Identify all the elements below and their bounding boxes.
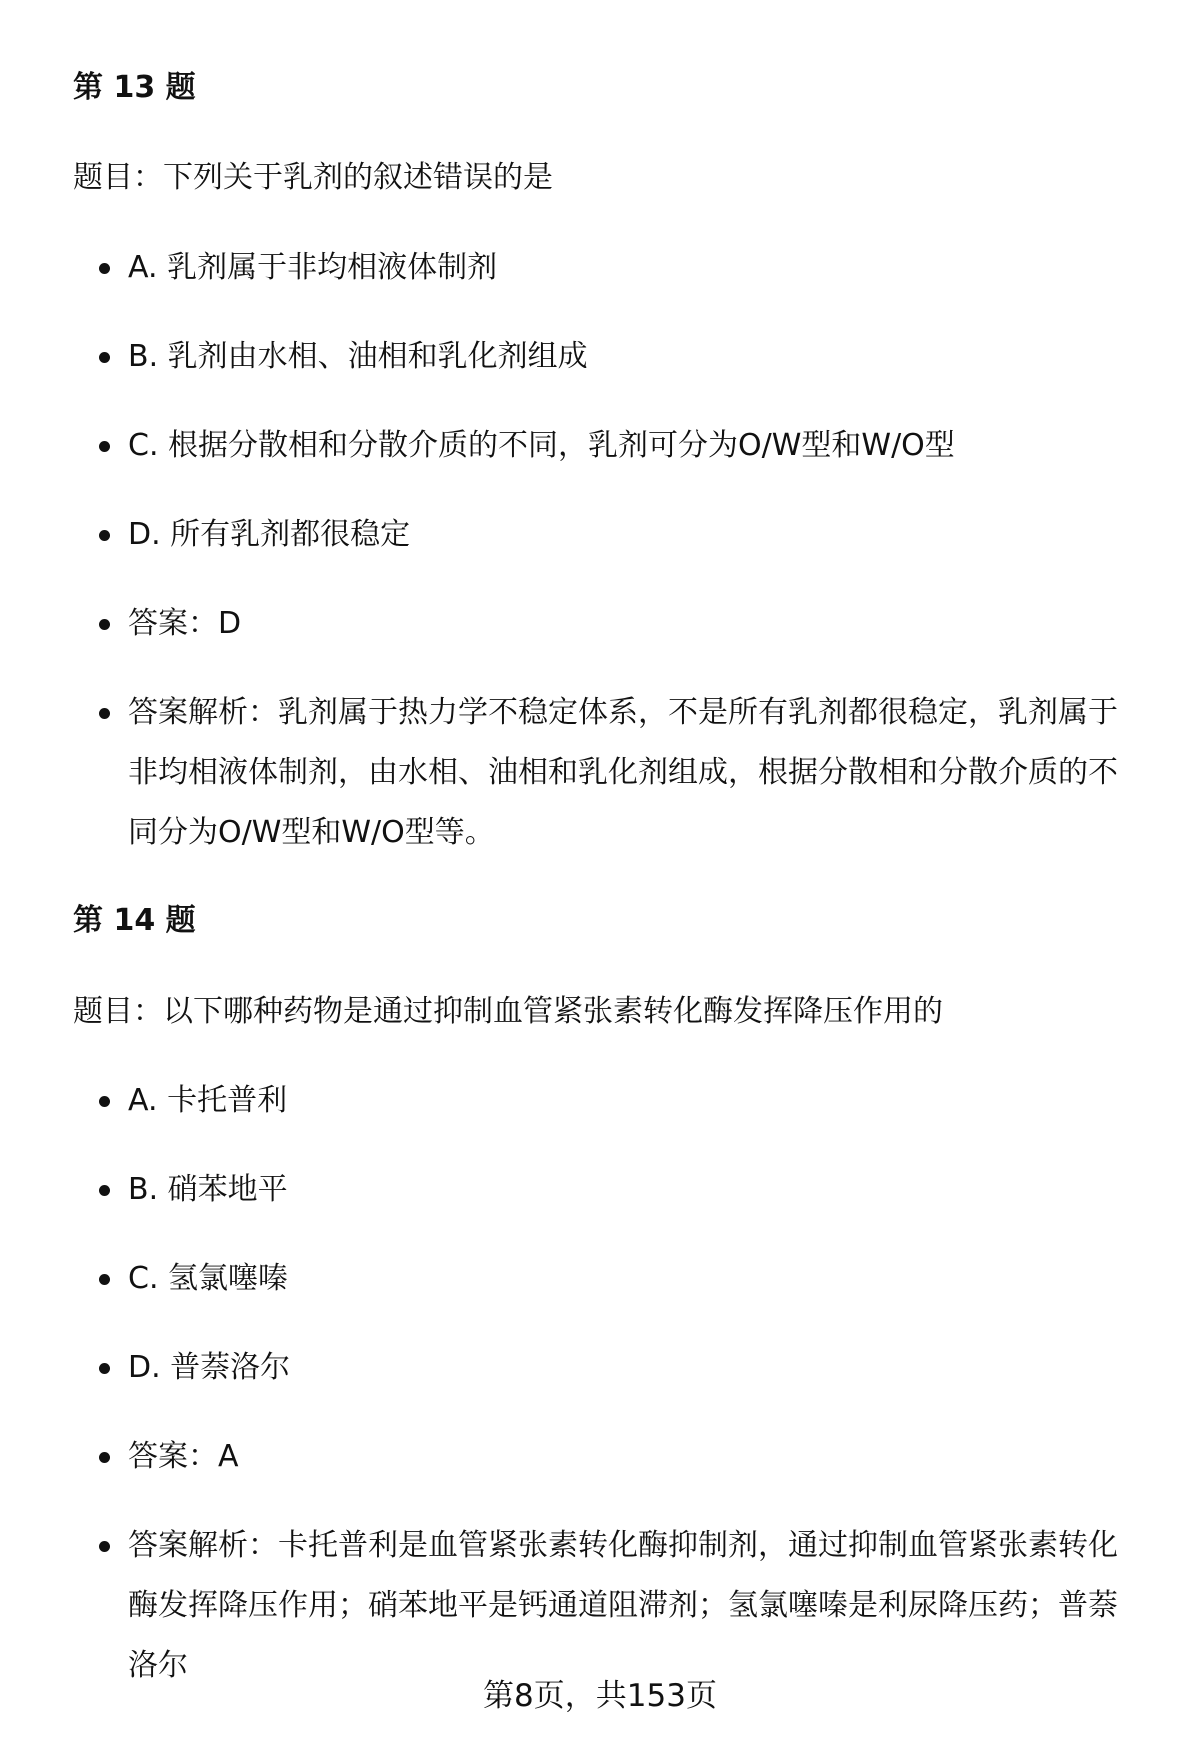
page-number-footer: 第8页，共153页	[483, 1678, 717, 1714]
option-c: C. 根据分散相和分散介质的不同，乳剂可分为O/W型和W/O型	[128, 426, 1138, 466]
option-a: A. 卡托普利	[128, 1081, 1138, 1121]
question-stem: 题目：下列关于乳剂的叙述错误的是	[73, 160, 553, 195]
option-d: D. 普萘洛尔	[128, 1348, 1138, 1388]
analysis-item: 答案解析：乳剂属于热力学不稳定体系，不是所有乳剂都很稳定，乳剂属于非均相液体制剂，由水相、油相和乳化剂组成，根据分散相和分散介质的不同分为O/W型和W/O型等。	[128, 683, 1138, 863]
question-heading: 第 14 题	[73, 903, 196, 938]
analysis-item: 答案解析：卡托普利是血管紧张素转化酶抑制剂，通过抑制血管紧张素转化酶发挥降压作用；硝苯地平是钙通道阻滞剂；氢氯噻嗪是利尿降压药；普萘洛尔	[128, 1516, 1138, 1696]
answer-item: 答案：D	[128, 604, 1138, 644]
option-b: B. 硝苯地平	[128, 1170, 1138, 1210]
option-a: A. 乳剂属于非均相液体制剂	[128, 248, 1138, 288]
answer-item: 答案：A	[128, 1437, 1138, 1477]
question-stem: 题目：以下哪种药物是通过抑制血管紧张素转化酶发挥降压作用的	[73, 994, 943, 1029]
option-b: B. 乳剂由水相、油相和乳化剂组成	[128, 337, 1138, 377]
option-d: D. 所有乳剂都很稳定	[128, 515, 1138, 555]
option-c: C. 氢氯噻嗪	[128, 1259, 1138, 1299]
question-heading: 第 13 题	[73, 70, 196, 105]
